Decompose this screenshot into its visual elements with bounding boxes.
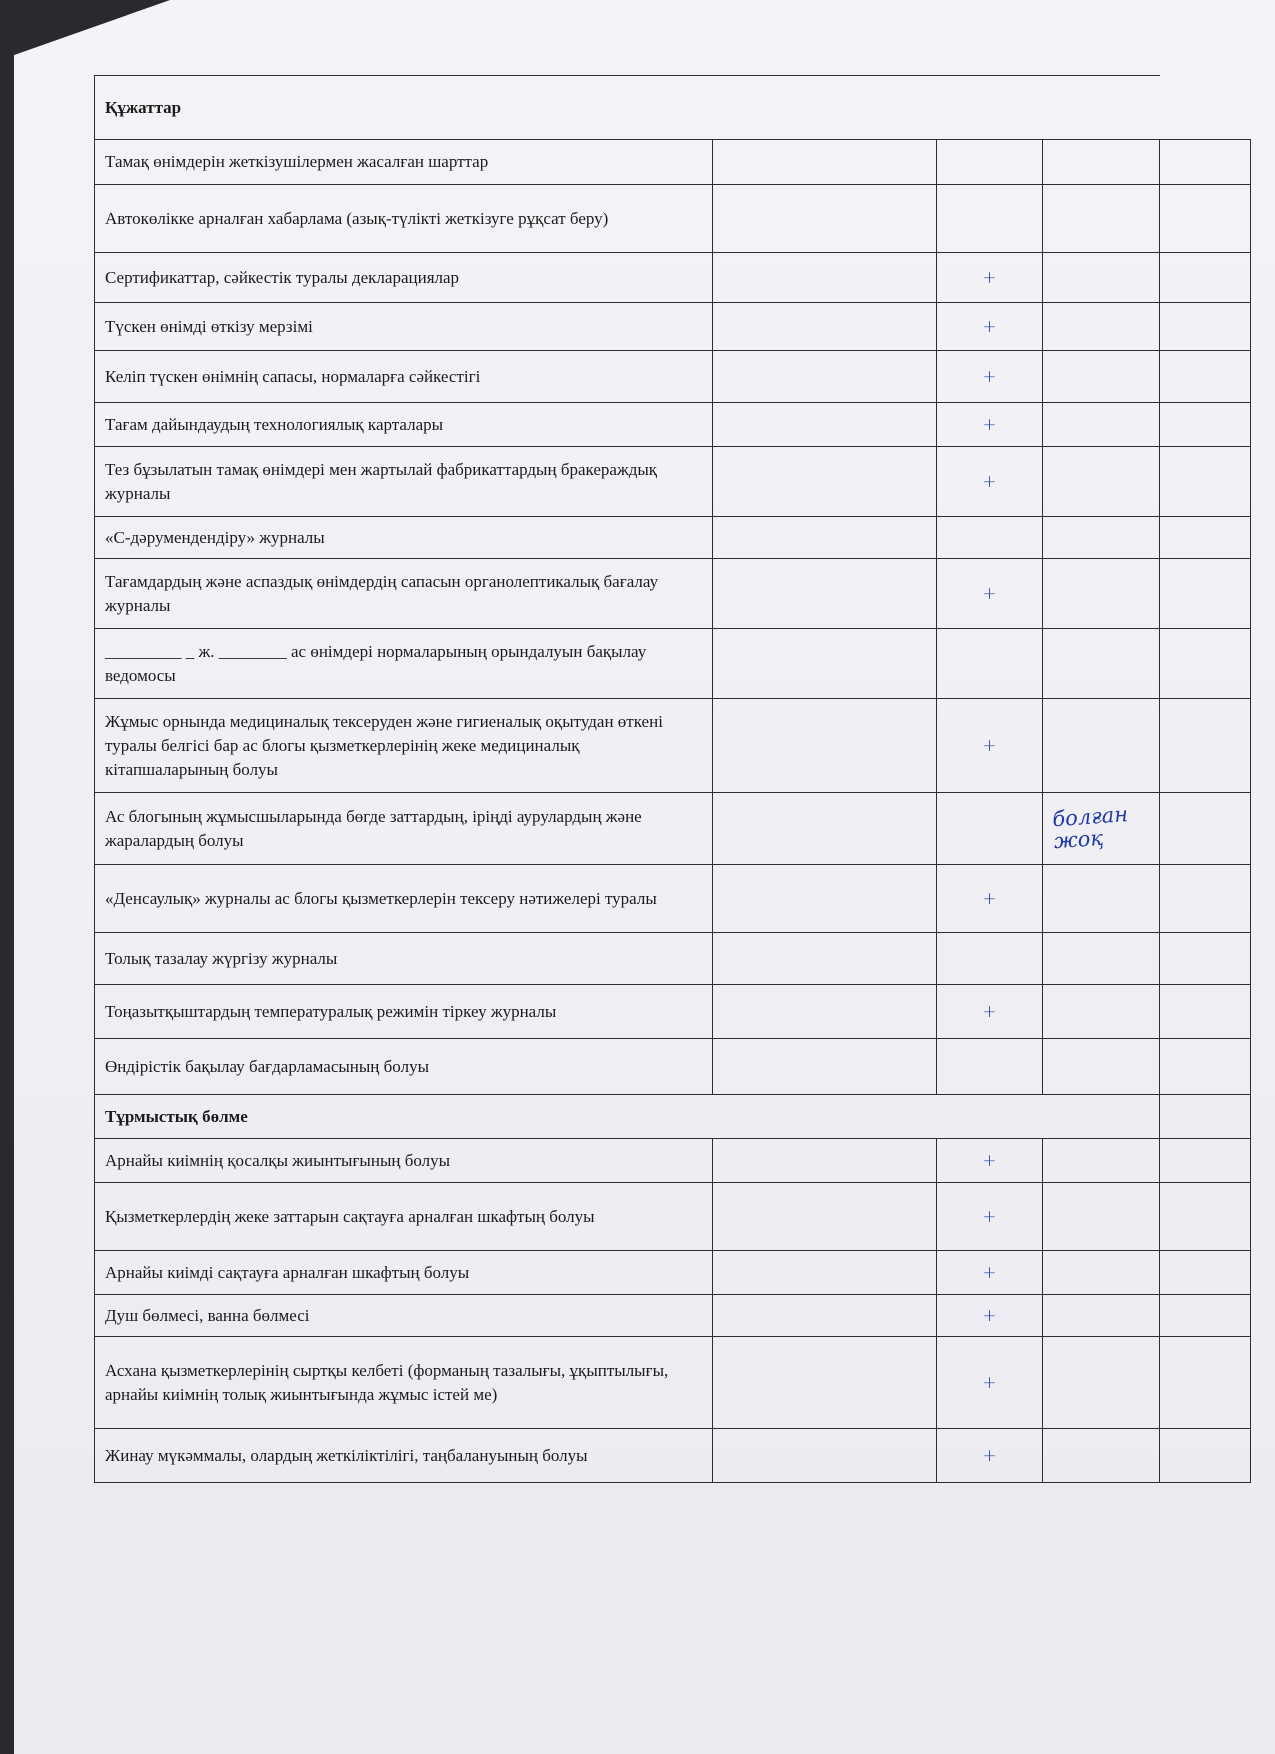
empty-cell [713, 253, 937, 303]
handwritten-mark: + [937, 985, 1043, 1039]
row-label: Жұмыс орнында медициналық тексеруден және гигиеналық оқытудан өткені туралы белгісі бар ас блогы қызметкерлерінің жеке медициналық кітапшаларының болуы [95, 699, 713, 793]
empty-cell [1160, 303, 1251, 351]
handwritten-note: болған жоқ [1051, 802, 1129, 854]
table-row [95, 865, 1251, 933]
table-row [95, 1337, 1251, 1429]
row-label: Асхана қызметкерлерінің сыртқы келбеті (форманың тазалығы, ұқыптылығы, арнайы киімнің толық жиынтығында жұмыс істей ме) [95, 1337, 713, 1429]
handwritten-mark [937, 140, 1043, 185]
empty-cell [713, 1251, 937, 1295]
handwritten-mark [937, 517, 1043, 559]
handwritten-mark: + [937, 1429, 1043, 1483]
handwritten-mark: + [937, 1251, 1043, 1295]
table-row [95, 185, 1251, 253]
empty-cell [1160, 559, 1251, 629]
empty-cell [1160, 1183, 1251, 1251]
handwritten-mark: + [937, 1183, 1043, 1251]
table-row [95, 1295, 1251, 1337]
section-header-cell [1160, 1095, 1251, 1139]
empty-cell [713, 351, 937, 403]
empty-cell [713, 140, 937, 185]
handwritten-note-cell [1043, 351, 1160, 403]
empty-cell [1160, 403, 1251, 447]
section-header-cell [1160, 76, 1251, 140]
row-label: Тағамдардың және аспаздық өнімдердің сапасын органолептикалық бағалау журналы [95, 559, 713, 629]
handwritten-note-cell [1043, 447, 1160, 517]
row-label: Түскен өнімді өткізу мерзімі [95, 303, 713, 351]
row-label: Тоңазытқыштардың температуралық режимін тіркеу журналы [95, 985, 713, 1039]
empty-cell [1160, 1039, 1251, 1095]
empty-cell [1160, 253, 1251, 303]
table-row [95, 1139, 1251, 1183]
table-row [95, 1183, 1251, 1251]
empty-cell [713, 1429, 937, 1483]
row-label: Қызметкерлердің жеке заттарын сақтауға арналған шкафтың болуы [95, 1183, 713, 1251]
section-title: Құжаттар [95, 76, 1160, 140]
table-row [95, 793, 1251, 865]
handwritten-mark [937, 629, 1043, 699]
row-label: Ас блогының жұмысшыларында бөгде заттардың, іріңді аурулардың және жаралардың болуы [95, 793, 713, 865]
empty-cell [713, 403, 937, 447]
table-row [95, 351, 1251, 403]
handwritten-mark: + [937, 1337, 1043, 1429]
empty-cell [1160, 985, 1251, 1039]
row-label: Келіп түскен өнімнің сапасы, нормаларға сәйкестігі [95, 351, 713, 403]
empty-cell [713, 1183, 937, 1251]
table-row [95, 629, 1251, 699]
empty-cell [713, 1139, 937, 1183]
scan-edge [0, 0, 14, 1754]
row-label: Өндірістік бақылау бағдарламасының болуы [95, 1039, 713, 1095]
empty-cell [713, 985, 937, 1039]
section-title: Тұрмыстық бөлме [95, 1095, 1160, 1139]
empty-cell [713, 933, 937, 985]
row-label: Автокөлікке арналған хабарлама (азық-түлікті жеткізуге рұқсат беру) [95, 185, 713, 253]
handwritten-mark: + [937, 865, 1043, 933]
empty-cell [1160, 351, 1251, 403]
handwritten-mark [937, 1039, 1043, 1095]
table-row [95, 1251, 1251, 1295]
row-label: «С-дәрумендендіру» журналы [95, 517, 713, 559]
section-header-row [95, 76, 1251, 140]
row-label: Толық тазалау жүргізу журналы [95, 933, 713, 985]
handwritten-note-cell [1043, 185, 1160, 253]
handwritten-mark: + [937, 699, 1043, 793]
table-row [95, 253, 1251, 303]
table-row [95, 699, 1251, 793]
row-label: _________ _ ж. ________ ас өнімдері нормаларының орындалуын бақылау ведомосы [95, 629, 713, 699]
empty-cell [1160, 1295, 1251, 1337]
handwritten-mark [937, 793, 1043, 865]
row-label: Арнайы киімнің қосалқы жиынтығының болуы [95, 1139, 713, 1183]
handwritten-note-cell [1043, 1429, 1160, 1483]
handwritten-note-cell [1043, 559, 1160, 629]
handwritten-note-cell [1043, 1337, 1160, 1429]
empty-cell [1160, 629, 1251, 699]
row-label: Тамақ өнімдерін жеткізушілермен жасалған шарттар [95, 140, 713, 185]
handwritten-mark [937, 933, 1043, 985]
handwritten-mark: + [937, 1295, 1043, 1337]
empty-cell [1160, 793, 1251, 865]
empty-cell [713, 629, 937, 699]
empty-cell [713, 303, 937, 351]
handwritten-note-cell [1043, 1295, 1160, 1337]
handwritten-note-cell [1043, 403, 1160, 447]
table-row [95, 447, 1251, 517]
empty-cell [713, 1039, 937, 1095]
handwritten-note-cell [1043, 253, 1160, 303]
table-row [95, 559, 1251, 629]
table-row [95, 517, 1251, 559]
handwritten-note-cell [1043, 793, 1160, 865]
empty-cell [1160, 517, 1251, 559]
handwritten-note-cell [1043, 629, 1160, 699]
handwritten-mark: + [937, 303, 1043, 351]
row-label: Сертификаттар, сәйкестік туралы декларациялар [95, 253, 713, 303]
empty-cell [1160, 865, 1251, 933]
row-label: Душ бөлмесі, ванна бөлмесі [95, 1295, 713, 1337]
table-row [95, 403, 1251, 447]
table-row [95, 933, 1251, 985]
empty-cell [1160, 1139, 1251, 1183]
handwritten-note-cell [1043, 1183, 1160, 1251]
table-row [95, 140, 1251, 185]
empty-cell [713, 793, 937, 865]
empty-cell [1160, 699, 1251, 793]
handwritten-mark: + [937, 559, 1043, 629]
handwritten-note-cell [1043, 699, 1160, 793]
handwritten-note-cell [1043, 933, 1160, 985]
handwritten-mark: + [937, 351, 1043, 403]
handwritten-note-cell [1043, 865, 1160, 933]
handwritten-note-cell [1043, 517, 1160, 559]
table-row [95, 1429, 1251, 1483]
empty-cell [1160, 1251, 1251, 1295]
handwritten-note-cell [1043, 1139, 1160, 1183]
empty-cell [713, 559, 937, 629]
handwritten-note-cell [1043, 1251, 1160, 1295]
section-header-row [95, 1095, 1251, 1139]
row-label: Жинау мүкәммалы, олардың жеткіліктілігі, таңбалануының болуы [95, 1429, 713, 1483]
empty-cell [713, 1295, 937, 1337]
empty-cell [1160, 185, 1251, 253]
empty-cell [713, 1337, 937, 1429]
table-row [95, 1039, 1251, 1095]
table-row [95, 303, 1251, 351]
empty-cell [1160, 447, 1251, 517]
row-label: Тез бұзылатын тамақ өнімдері мен жартылай фабрикаттардың бракераждық журналы [95, 447, 713, 517]
handwritten-note-cell [1043, 985, 1160, 1039]
handwritten-note-cell [1043, 140, 1160, 185]
row-label: «Денсаулық» журналы ас блогы қызметкерлерін тексеру нәтижелері туралы [95, 865, 713, 933]
handwritten-mark [937, 185, 1043, 253]
empty-cell [713, 699, 937, 793]
row-label: Тағам дайындаудың технологиялық карталары [95, 403, 713, 447]
empty-cell [1160, 1337, 1251, 1429]
empty-cell [713, 865, 937, 933]
empty-cell [713, 517, 937, 559]
handwritten-mark: + [937, 253, 1043, 303]
empty-cell [713, 447, 937, 517]
handwritten-mark: + [937, 403, 1043, 447]
empty-cell [1160, 1429, 1251, 1483]
inspection-table [94, 75, 1251, 1483]
empty-cell [1160, 933, 1251, 985]
table-row [95, 985, 1251, 1039]
handwritten-mark: + [937, 447, 1043, 517]
handwritten-note-cell [1043, 303, 1160, 351]
empty-cell [1160, 140, 1251, 185]
handwritten-mark: + [937, 1139, 1043, 1183]
row-label: Арнайы киімді сақтауға арналған шкафтың болуы [95, 1251, 713, 1295]
empty-cell [713, 185, 937, 253]
handwritten-note-cell [1043, 1039, 1160, 1095]
folded-corner [0, 0, 170, 60]
